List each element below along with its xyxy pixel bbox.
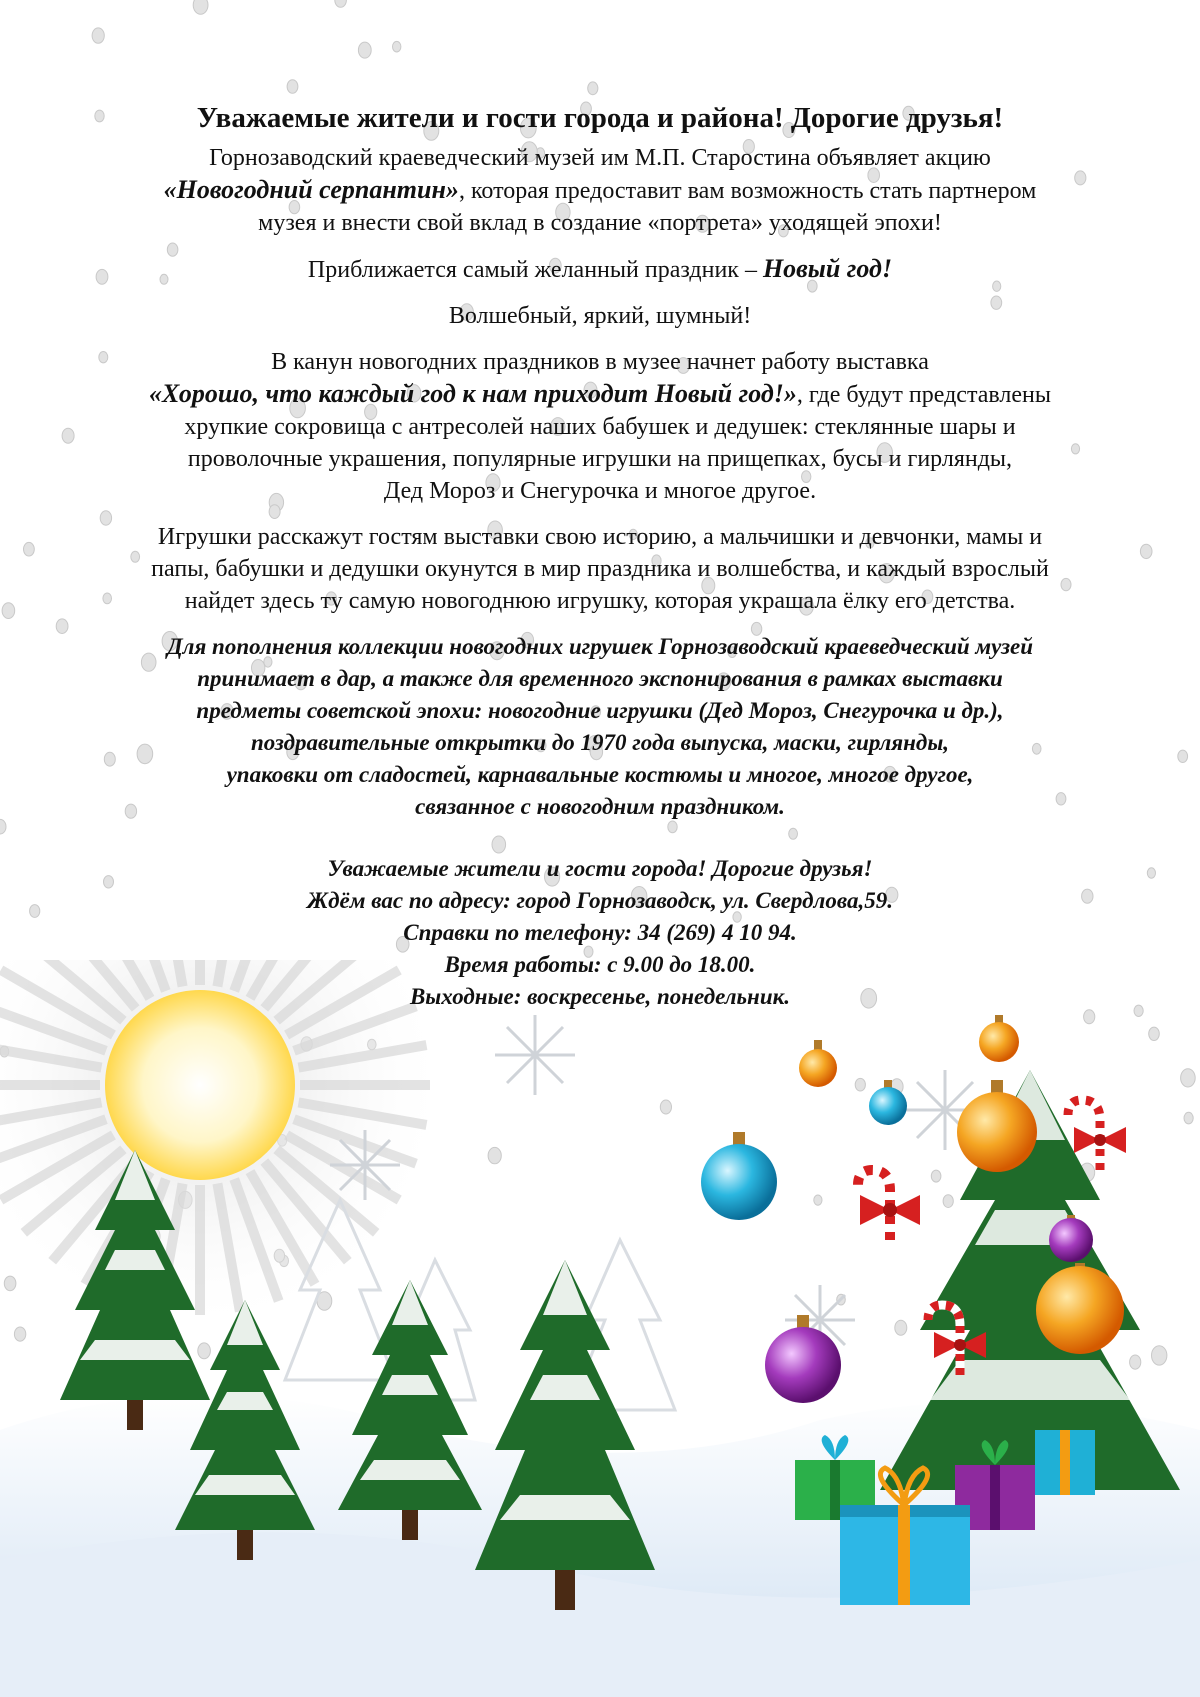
gift-box: [1035, 1430, 1095, 1495]
snow-dot: [0, 819, 6, 834]
snow-dot: [2, 603, 15, 619]
donation-line: предметы советской эпохи: новогодние игрушки (Дед Мороз, Снегурочка и др.),: [196, 698, 1004, 723]
intro-line: [40, 174, 1160, 207]
snow-dot: [24, 542, 35, 556]
ornament-blue: [701, 1132, 777, 1220]
snow-dot: [393, 41, 401, 52]
holiday-prefix: Приближается самый желанный праздник –: [307, 257, 763, 283]
contacts-days-off: Выходные: воскресенье, понедельник.: [409, 984, 791, 1009]
snow-dot: [193, 0, 208, 14]
toys-line: найдет здесь ту самую новогоднюю игрушку, которая украшала ёлку его детства.: [184, 588, 1016, 614]
holiday-epithets: Волшебный, яркий, шумный!: [448, 303, 752, 329]
snow-dot: [358, 42, 371, 58]
snow-dot: [335, 0, 347, 7]
greeting-title: Уважаемые жители и гости города и района! Дорогие друзья!: [196, 102, 1004, 134]
sun: [105, 990, 295, 1180]
donation-paragraph: [40, 631, 1160, 823]
donation-line: упаковки от сладостей, карнавальные костюмы и многое, многое другое,: [226, 762, 974, 787]
contacts-phone: Справки по телефону: 34 (269) 4 10 94.: [403, 920, 797, 945]
donation-line: связанное с новогодним праздником.: [415, 794, 785, 819]
donation-line: Для пополнения коллекции новогодних игрушек Горнозаводский краеведческий музей: [166, 634, 1034, 659]
snow-dot: [30, 905, 40, 918]
winter-scene-illustration: [0, 960, 1200, 1697]
exhibition-line: [40, 378, 1160, 411]
exhibition-line: хрупкие сокровища с антресолей наших бабушек и дедушек: стеклянные шары и: [184, 414, 1016, 440]
intro-paragraph: [40, 142, 1160, 239]
toys-line: папы, бабушки и дедушки окунутся в мир праздника и волшебства, и каждый взрослый: [151, 556, 1049, 582]
exhibition-name: «Хорошо, что каждый год к нам приходит Новый год!»: [149, 379, 797, 408]
ornament-orange: [799, 1040, 837, 1087]
exhibition-paragraph: [40, 346, 1160, 507]
contacts-block: [40, 853, 1160, 1013]
action-name: «Новогодний серпантин»: [163, 175, 459, 204]
announcement-text: [40, 100, 1160, 1013]
candy-cane-bow: [858, 1170, 920, 1240]
ornament-orange: [979, 1015, 1019, 1062]
contacts-greeting: Уважаемые жители и гости города! Дорогие друзья!: [327, 856, 873, 881]
contacts-address: Ждём вас по адресу: город Горнозаводск, ул. Свердлова,59.: [307, 888, 893, 913]
exhibition-line: проволочные украшения, популярные игрушки на прищепках, бусы и гирлянды,: [187, 446, 1013, 472]
toys-paragraph: [40, 521, 1160, 617]
snowflake-icon: [330, 1130, 400, 1200]
contacts-hours: Время работы: с 9.00 до 18.00.: [444, 952, 756, 977]
intro-line: музея и внести свой вклад в создание «портрета» уходящей эпохи!: [258, 210, 942, 236]
holiday-name: Новый год!: [762, 254, 893, 283]
snow-dot: [588, 82, 598, 95]
exhibition-line-rest: , где будут представлены: [796, 382, 1051, 408]
donation-line: принимает в дар, а также для временного экспонирования в рамках выставки: [197, 666, 1003, 691]
snow-dot: [92, 28, 104, 43]
exhibition-line: Дед Мороз и Снегурочка и многое другое.: [383, 478, 817, 504]
ornament-blue: [869, 1080, 907, 1125]
exhibition-line: В канун новогодних праздников в музее начнет работу выставка: [271, 349, 929, 375]
snowflake-icon: [495, 1015, 575, 1095]
intro-line: Горнозаводский краеведческий музей им М.П. Старостина объявляет акцию: [209, 145, 991, 171]
intro-line-rest: , которая предоставит вам возможность стать партнером: [458, 178, 1037, 204]
toys-line: Игрушки расскажут гостям выставки свою историю, а мальчишки и девчонки, мамы и: [157, 524, 1043, 550]
holiday-paragraph: [40, 253, 1160, 286]
fir-tree: [475, 1260, 655, 1610]
donation-line: поздравительные открытки до 1970 года выпуска, маски, гирлянды,: [250, 730, 950, 755]
fir-tree: [338, 1280, 482, 1540]
snow-dot: [287, 80, 298, 94]
snow-dot: [1178, 750, 1188, 762]
